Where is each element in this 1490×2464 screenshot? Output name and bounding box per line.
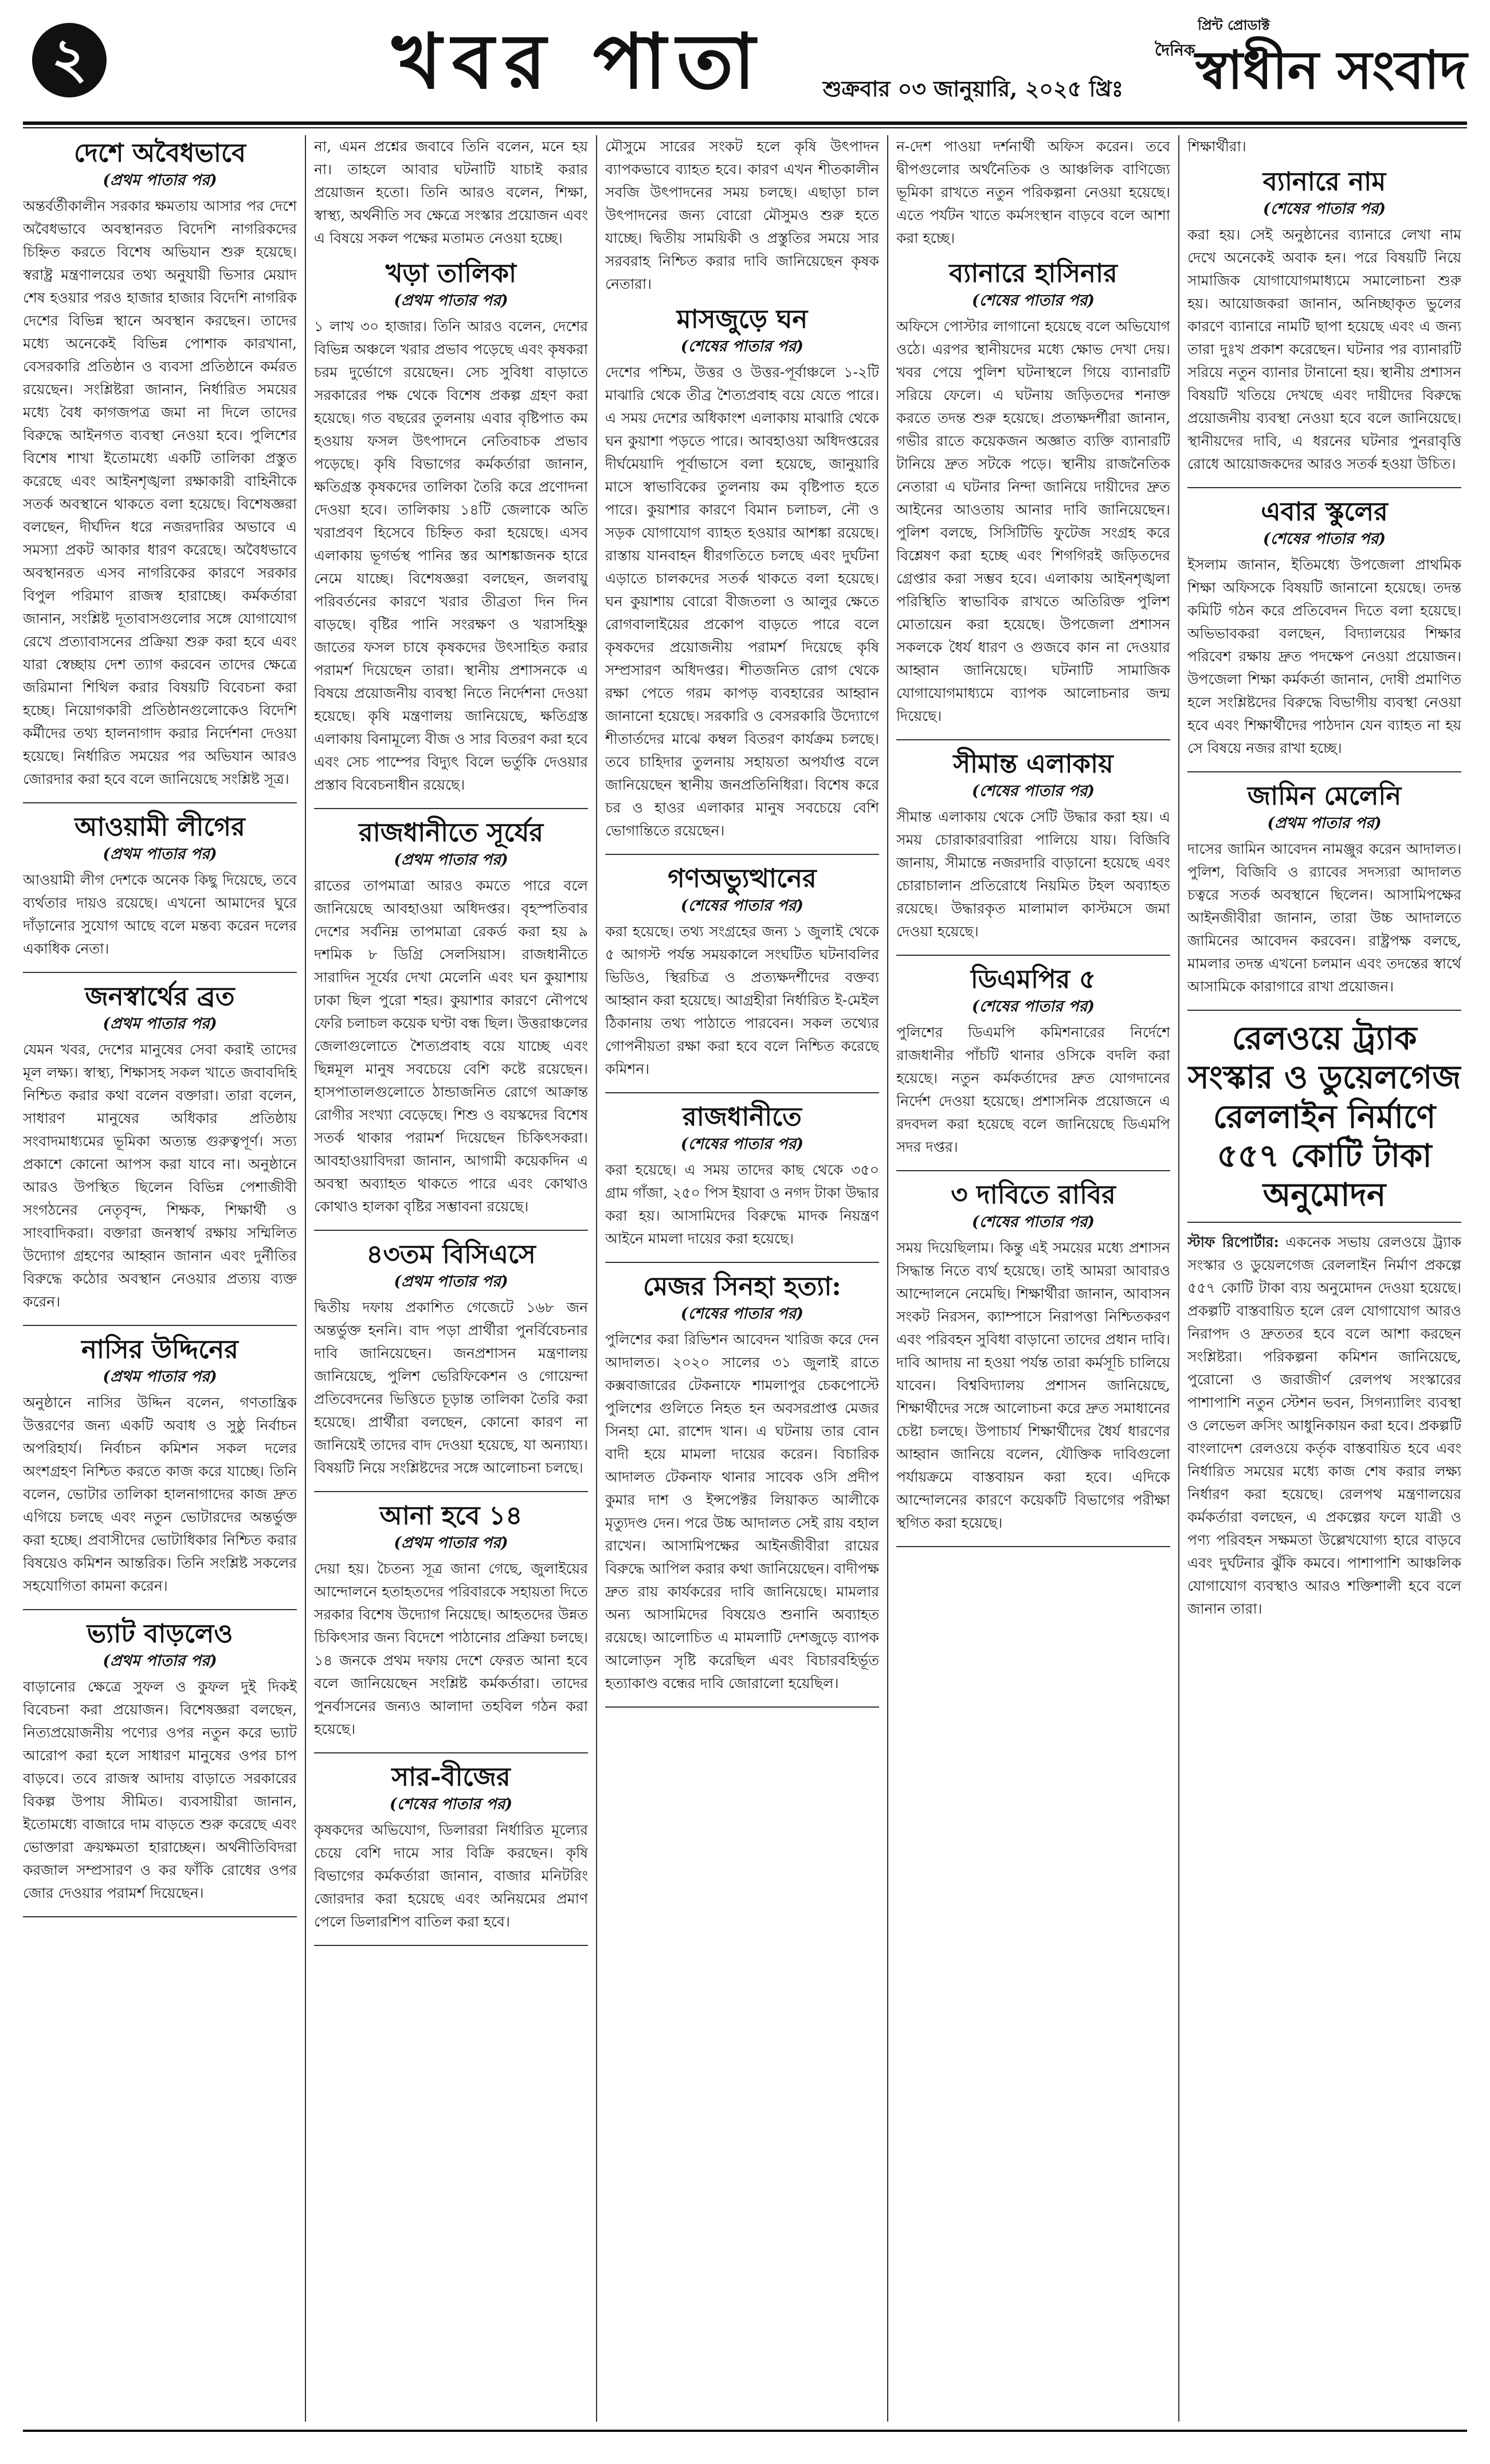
footer-rule <box>23 2430 1467 2432</box>
article-separator <box>23 972 297 973</box>
article-headline: রাজধানীতে <box>683 1101 802 1132</box>
article-body: আওয়ামী লীগ দেশকে অনেক কিছু দিয়েছে, তবে ব্যর্থতার দায়ও রয়েছে। এখনো আমাদের ঘুরে দাঁড়ানোর সুযোগ আছে বলে মন্তব্য করেন দলের একাধিক নেতা। <box>23 871 297 957</box>
paper-daily-label: দৈনিক <box>1155 41 1195 60</box>
continued-text: শিক্ষার্থীরা। <box>1187 138 1246 155</box>
article-headline: এবার স্কুলের <box>1261 496 1388 527</box>
article-body: দেশের পশ্চিম, উত্তর ও উত্তর-পূর্বাঞ্চলে ১-২টি মাঝারি থেকে তীব্র শৈত্যপ্রবাহ বয়ে যেতে পারে। এ সময় দেশের অধিকাংশ এলাকায় মাঝারি থেকে ঘন কুয়াশা পড়তে পারে। আবহাওয়া অধিদপ্তরের দীর্ঘমেয়াদি পূর্বাভাসে বলা হয়েছে, জানুয়ারি মাসে স্বাভাবিকের তুলনায় কম বৃষ্টিপাত হতে পারে। কুয়াশার কারণে বিমান চলাচল, নৌ ও সড়ক যোগাযোগ ব্যাহত হওয়ার আশঙ্কা রয়েছে। রাস্তায় যানবাহন ধীরগতিতে চলছে এবং দুর্ঘটনা এড়াতে চালকদের সতর্ক থাকতে বলা হয়েছে। ঘন কুয়াশায় বোরো বীজতলা ও আলুর ক্ষেতে রোগবালাইয়ের প্রকোপ বাড়তে পারে বলে কৃষকদের প্রয়োজনীয় পরামর্শ দিয়েছে কৃষি সম্প্রসারণ অধিদপ্তর। শীতজনিত রোগ থেকে রক্ষা পেতে গরম কাপড় ব্যবহারের আহ্বান জানানো হয়েছে। সরকারি ও বেসরকারি উদ্যোগে শীতার্তদের মাঝে কম্বল বিতরণ কার্যক্রম চলছে। তবে চাহিদার তুলনায় সহায়তা অপর্যাপ্ত বলে জানিয়েছেন স্থানীয় জনপ্রতিনিধিরা। বিশেষ করে চর ও হাওর এলাকার মানুষ সবচেয়ে বেশি ভোগান্তিতে রয়েছেন। <box>605 363 879 839</box>
jump-line: (প্রথম পাতার পর) <box>103 845 217 863</box>
article-body: পুলিশের ডিএমপি কমিশনারের নির্দেশে রাজধানীর পাঁচটি থানার ওসিকে বদলি করা হয়েছে। নতুন কর্মকর্তাদের দ্রুত যোগদানের নির্দেশ দেওয়া হয়েছে। প্রশাসনিক প্রয়োজনে এ রদবদল করা হয়েছে বলে জানিয়েছে ডিএমপি সদর দপ্তর। <box>896 1023 1170 1155</box>
article-separator <box>896 1546 1170 1547</box>
jump-line: (শেষের পাতার পর) <box>680 1304 804 1323</box>
article-body: করা হয়েছে। তথ্য সংগ্রহের জন্য ১ জুলাই থেকে ৫ আগস্ট পর্যন্ত সময়কালে সংঘটিত ঘটনাবলির ভিডিও, স্থিরচিত্র ও প্রত্যক্ষদর্শীদের বক্তব্য আহ্বান করা হয়েছে। আগ্রহীরা নির্ধারিত ই-মেইল ঠিকানায় তথ্য পাঠাতে পারবেন। সকল তথ্যের গোপনীয়তা রক্ষা করা হবে বলে নিশ্চিত করেছে কমিশন। <box>605 923 879 1077</box>
jump-line: (শেষের পাতার পর) <box>1262 529 1386 548</box>
article-body: করা হয়েছে। এ সময় তাদের কাছ থেকে ৩৫০ গ্রাম গাঁজা, ২৫০ পিস ইয়াবা ও নগদ টাকা উদ্ধার করা হয়। আসামিদের বিরুদ্ধে মাদক নিয়ন্ত্রণ আইনে মামলা দায়ের করা হয়েছে। <box>605 1161 879 1247</box>
column-rule <box>887 135 888 2422</box>
article <box>23 811 297 960</box>
article <box>23 1618 297 1905</box>
article <box>314 817 588 1218</box>
jump-line: (শেষের পাতার পর) <box>680 337 804 355</box>
article-separator <box>314 1752 588 1753</box>
paper-tagline: প্রিন্ট প্রোডাক্ট <box>1198 17 1270 33</box>
column-rule <box>596 135 597 2422</box>
article <box>314 258 588 797</box>
continued-text: মৌসুমে সারের সংকট হলে কৃষি উৎপাদন ব্যাপকভাবে ব্যাহত হবে। কারণ এখন শীতকালীন সবজি উৎপাদনের সময় চলছে। এছাড়া চাল উৎপাদনের জন্য বোরো মৌসুমও শুরু হতে যাচ্ছে। দ্বিতীয় সাময়িকী ও প্রস্তুতির সময়ে সার সরবরাহ নিশ্চিত করার দাবি জানিয়েছেন কৃষক নেতারা। <box>605 138 879 292</box>
newspaper-logo: স্বাধীন সংবাদ <box>1195 39 1467 101</box>
article-separator <box>314 1491 588 1492</box>
article-body: বাড়ানোর ক্ষেত্রে সুফল ও কুফল দুই দিকই বিবেচনা করা প্রয়োজন। বিশেষজ্ঞরা বলছেন, নিত্যপ্রয়োজনীয় পণ্যের ওপর নতুন করে ভ্যাট আরোপ করা হলে সাধারণ মানুষের ওপর চাপ বাড়বে। তবে রাজস্ব আদায় বাড়াতে সরকারের বিকল্প উপায় সীমিত। ব্যবসায়ীরা জানান, ইতোমধ্যে বাজারে দাম বাড়তে শুরু করেছে এবং ভোক্তারা ক্রয়ক্ষমতা হারাচ্ছেন। অর্থনীতিবিদরা করজাল সম্প্রসারণ ও কর ফাঁকি রোধের ওপর জোর দেওয়ার পরামর্শ দিয়েছেন। <box>23 1678 297 1901</box>
article <box>605 304 879 842</box>
article-body: কৃষকদের অভিযোগ, ডিলাররা নির্ধারিত মূল্যের চেয়ে বেশি দামে সার বিক্রি করছেন। কৃষি বিভাগের কর্মকর্তারা জানান, বাজার মনিটরিং জোরদার করা হয়েছে এবং অনিয়মের প্রমাণ পেলে ডিলারশিপ বাতিল করা হবে। <box>314 1821 588 1930</box>
article-headline: ডিএমপির ৫ <box>970 963 1096 994</box>
article-separator <box>314 808 588 809</box>
article-separator <box>1187 1222 1461 1223</box>
continued-text: ন-দেশ পাওয়া দর্শনার্থী অফিস করেন। তবে দ্বীপগুলোর অর্থনৈতিক ও আঞ্চলিক বাণিজ্যে ভূমিকা রাখতে নতুন পরিকল্পনা নেওয়া হয়েছে। এতে পর্যটন খাতে কর্মসংস্থান বাড়বে বলে আশা করা হচ্ছে। <box>896 138 1170 246</box>
article-body: দাসের জামিন আবেদন নামঞ্জুর করেন আদালত। পুলিশ, বিজিবি ও র‍্যাবের সদস্যরা আদালত চত্বরে সতর্ক অবস্থানে ছিলেন। আসামিপক্ষের আইনজীবীরা জানান, তারা উচ্চ আদালতে জামিনের আবেদন করবেন। রাষ্ট্রপক্ষ বলছে, মামলার তদন্ত এখনো চলমান এবং তদন্তের স্বার্থে আসামিকে কারাগারে রাখা প্রয়োজন। <box>1187 840 1461 995</box>
article-headline: মেজর সিনহা হত্যা: <box>643 1270 841 1301</box>
column-5 <box>1187 135 1461 2422</box>
article-headline: দেশে অবৈধভাবে <box>73 138 246 168</box>
article-headline: রাজধানীতে সূর্যের <box>358 817 544 848</box>
article <box>23 1334 297 1598</box>
article-separator <box>23 1325 297 1326</box>
page-number-badge: ২ <box>32 23 107 97</box>
featured-body <box>1187 1231 1461 1621</box>
article <box>23 138 297 791</box>
article-body: যেমন খবর, দেশের মানুষের সেবা করাই তাদের মূল লক্ষ্য। স্বাস্থ্য, শিক্ষাসহ সকল খাতে জবাবদিহি নিশ্চিত করার কথা বলেন বক্তারা। তারা বলেন, সাধারণ মানুষের অধিকার প্রতিষ্ঠায় সংবাদমাধ্যমের ভূমিকা অত্যন্ত গুরুত্বপূর্ণ। সত্য প্রকাশে কোনো আপস করা যাবে না। অনুষ্ঠানে আরও উপস্থিত ছিলেন বিভিন্ন পেশাজীবী সংগঠনের নেতৃবৃন্দ, শিক্ষক, শিক্ষার্থী ও সাংবাদিকরা। বক্তারা জনস্বার্থ রক্ষায় সম্মিলিত উদ্যোগ গ্রহণের আহ্বান জানান এবং দুর্নীতির বিরুদ্ধে কঠোর অবস্থান নেওয়ার প্রত্যয় ব্যক্ত করেন। <box>23 1041 297 1310</box>
article-headline: জামিন মেলেনি <box>1247 780 1402 811</box>
featured-article <box>1187 1019 1461 1621</box>
article-body: দেয়া হয়। চৈতন্য সূত্র জানা গেছে, জুলাইয়ের আন্দোলনে হতাহতদের পরিবারকে সহায়তা দিতে সরকার বিশেষ উদ্যোগ নিয়েছে। আহতদের উন্নত চিকিৎসার জন্য বিদেশে পাঠানোর প্রক্রিয়া চলছে। ১৪ জনকে প্রথম দফায় দেশে ফেরত আনা হবে বলে জানিয়েছেন সংশ্লিষ্ট কর্মকর্তারা। তাদের পুনর্বাসনের জন্যও আলাদা তহবিল গঠন করা হয়েছে। <box>314 1560 588 1737</box>
article-headline: মাসজুড়ে ঘন <box>676 304 808 334</box>
article-separator <box>314 1945 588 1946</box>
article-separator <box>1187 487 1461 488</box>
article-body: পুলিশের করা রিভিশন আবেদন খারিজ করে দেন আদালত। ২০২০ সালের ৩১ জুলাই রাতে কক্সবাজারের টেকনাফে শামলাপুর চেকপোস্টে পুলিশের গুলিতে নিহত হন অবসরপ্রাপ্ত মেজর সিনহা মো. রাশেদ খান। এ ঘটনায় তার বোন বাদী হয়ে মামলা দায়ের করেন। বিচারিক আদালত টেকনাফ থানার সাবেক ওসি প্রদীপ কুমার দাশ ও ইন্সপেক্টর লিয়াকত আলীকে মৃত্যুদণ্ড দেন। পরে উচ্চ আদালত সেই রায় বহাল রাখেন। আসামিপক্ষের আইনজীবীরা রায়ের বিরুদ্ধে আপিল করার কথা জানিয়েছেন। বাদীপক্ষ দ্রুত রায় কার্যকরের দাবি জানিয়েছে। মামলার অন্য আসামিদের বিষয়েও শুনানি অব্যাহত রয়েছে। আলোচিত এ মামলাটি দেশজুড়ে ব্যাপক আলোড়ন সৃষ্টি করেছিল এবং বিচারবহির্ভূত হত্যাকাণ্ড বন্ধের দাবি জোরালো হয়েছিল। <box>605 1331 879 1692</box>
article <box>896 258 1170 728</box>
issue-date: শুক্রবার ০৩ জানুয়ারি, ২০২৫ খ্রিঃ <box>822 76 1123 101</box>
section-title: খবর পাতা <box>392 17 766 106</box>
article-body: করা হয়। সেই অনুষ্ঠানের ব্যানারে লেখা নাম দেখে অনেকেই অবাক হন। পরে বিষয়টি নিয়ে সামাজিক যোগাযোগমাধ্যমে সমালোচনা শুরু হয়। আয়োজকরা জানান, অনিচ্ছাকৃত ভুলের কারণে ব্যানারে নামটি ছাপা হয়েছে এবং এ জন্য তারা দুঃখ প্রকাশ করেছেন। ঘটনার পর ব্যানারটি সরিয়ে নতুন ব্যানার টানানো হয়। স্থানীয় প্রশাসন বিষয়টি খতিয়ে দেখছে এবং দায়ীদের বিরুদ্ধে প্রয়োজনীয় ব্যবস্থা নেওয়া হবে বলে জানিয়েছে। স্থানীয়দের দাবি, এ ধরনের ঘটনার পুনরাবৃত্তি রোধে আয়োজকদের আরও সতর্ক হওয়া উচিত। <box>1187 226 1461 472</box>
column-1 <box>23 135 297 2422</box>
column-rule <box>1178 135 1179 2422</box>
jump-line: (প্রথম পাতার পর) <box>103 1014 217 1033</box>
header-rule-thin <box>23 127 1467 128</box>
column-3 <box>605 135 879 2422</box>
jump-line: (প্রথম পাতার পর) <box>103 1367 217 1386</box>
article-headline: নাসির উদ্দিনের <box>81 1333 238 1364</box>
jump-line: (প্রথম পাতার পর) <box>103 171 217 189</box>
article-separator <box>896 739 1170 740</box>
jump-line: (শেষের পাতার পর) <box>389 1795 513 1813</box>
article <box>896 1179 1170 1535</box>
jump-line: (প্রথম পাতার পর) <box>103 1651 217 1670</box>
column-rule <box>305 135 306 2422</box>
featured-body-text: একনেক সভায় রেলওয়ে ট্র্যাক সংস্কার ও ডুয়েলগেজ রেললাইন নির্মাণ প্রকল্পে ৫৫৭ কোটি টাকা ব্যয় অনুমোদন দেওয়া হয়েছে। প্রকল্পটি বাস্তবায়িত হলে রেল যোগাযোগ আরও নিরাপদ ও দ্রুততর হবে বলে আশা করছেন সংশ্লিষ্টরা। পরিকল্পনা কমিশন জানিয়েছে, পুরোনো ও জরাজীর্ণ রেলপথ সংস্কারের পাশাপাশি নতুন স্টেশন ভবন, সিগন্যালিং ব্যবস্থা ও লেভেল ক্রসিং আধুনিকায়ন করা হবে। প্রকল্পটি বাংলাদেশ রেলওয়ে কর্তৃক বাস্তবায়িত হবে এবং নির্ধারিত সময়ের মধ্যে কাজ শেষ করার লক্ষ্য নির্ধারণ করা হয়েছে। রেলপথ মন্ত্রণালয়ের কর্মকর্তারা বলছেন, এ প্রকল্পের ফলে যাত্রী ও পণ্য পরিবহন সক্ষমতা উল্লেখযোগ্য হারে বাড়বে এবং দুর্ঘটনার ঝুঁকি কমবে। পাশাপাশি আঞ্চলিক যোগাযোগ ব্যবস্থাও আরও শক্তিশালী হবে বলে জানান তারা। <box>1187 1233 1461 1617</box>
article-separator <box>605 1092 879 1093</box>
article <box>896 964 1170 1159</box>
jump-line: (শেষের পাতার পর) <box>680 1135 804 1153</box>
article-headline: ৪৩তম বিসিএসে <box>366 1238 536 1269</box>
article-body: সীমান্ত এলাকায় থেকে সেটি উদ্ধার করা হয়। এ সময় চোরাকারবারিরা পালিয়ে যায়। বিজিবি জানায়, সীমান্তে নজরদারি বাড়ানো হয়েছে এবং চোরাচালান প্রতিরোধে নিয়মিত টহল অব্যাহত রয়েছে। উদ্ধারকৃত মালামাল কাস্টমসে জমা দেওয়া হয়েছে। <box>896 808 1170 940</box>
article <box>605 863 879 1081</box>
article <box>1187 496 1461 760</box>
article <box>1187 166 1461 476</box>
article <box>314 1239 588 1480</box>
article-headline: ৩ দাবিতে রাবির <box>951 1179 1116 1210</box>
article <box>314 1761 588 1933</box>
article-separator <box>605 1262 879 1263</box>
article-headline: ব্যানারে হাসিনার <box>949 258 1118 288</box>
article-separator <box>605 854 879 855</box>
byline: স্টাফ রিপোর্টার: <box>1187 1233 1279 1250</box>
article-body: অফিসে পোস্টার লাগানো হয়েছে বলে অভিযোগ ওঠে। এরপর স্থানীয়দের মধ্যে ক্ষোভ দেখা দেয়। খবর পেয়ে পুলিশ ঘটনাস্থলে গিয়ে ব্যানারটি সরিয়ে ফেলে। এ ঘটনায় জড়িতদের শনাক্ত করতে তদন্ত শুরু হয়েছে। প্রত্যক্ষদর্শীরা জানান, গভীর রাতে কয়েকজন অজ্ঞাত ব্যক্তি ব্যানারটি টানিয়ে দ্রুত সটকে পড়ে। স্থানীয় রাজনৈতিক নেতারা এ ঘটনার নিন্দা জানিয়ে দায়ীদের দ্রুত আইনের আওতায় আনার দাবি জানিয়েছেন। পুলিশ বলছে, সিসিটিভি ফুটেজ সংগ্রহ করে বিশ্লেষণ করা হচ্ছে এবং শিগগিরই জড়িতদের গ্রেপ্তার করা সম্ভব হবে। এলাকায় আইনশৃঙ্খলা পরিস্থিতি স্বাভাবিক রাখতে অতিরিক্ত পুলিশ মোতায়েন করা হয়েছে। উপজেলা প্রশাসন সকলকে ধৈর্য ধারণ ও গুজবে কান না দেওয়ার আহ্বান জানিয়েছে। ঘটনাটি সামাজিক যোগাযোগমাধ্যমে ব্যাপক আলোচনার জন্ম দিয়েছে। <box>896 317 1170 724</box>
article-body: ইসলাম জানান, ইতিমধ্যে উপজেলা প্রাথমিক শিক্ষা অফিসকে বিষয়টি জানানো হয়েছে। তদন্ত কমিটি গঠন করে প্রতিবেদন দিতে বলা হয়েছে। অভিভাবকরা বলছেন, বিদ্যালয়ের শিক্ষার পরিবেশ রক্ষায় দ্রুত পদক্ষেপ নেওয়া প্রয়োজন। উপজেলা শিক্ষা কর্মকর্তা জানান, দোষী প্রমাণিত হলে সংশ্লিষ্টদের বিরুদ্ধে বিভাগীয় ব্যবস্থা নেওয়া হবে এবং শিক্ষার্থীদের পাঠদান যেন ব্যাহত না হয় সে বিষয়ে নজর রাখা হচ্ছে। <box>1187 556 1461 756</box>
jump-line: (প্রথম পাতার পর) <box>394 291 508 309</box>
article-separator <box>23 1609 297 1610</box>
jump-line: (প্রথম পাতার পর) <box>394 850 508 869</box>
article <box>314 1500 588 1741</box>
article-body: রাতের তাপমাত্রা আরও কমতে পারে বলে জানিয়েছে আবহাওয়া অধিদপ্তর। বৃহস্পতিবার দেশের সর্বনিম্ন তাপমাত্রা রেকর্ড করা হয় ৯ দশমিক ৮ ডিগ্রি সেলসিয়াস। রাজধানীতে সারাদিন সূর্যের দেখা মেলেনি এবং ঘন কুয়াশায় ঢাকা ছিল পুরো শহর। কুয়াশার কারণে নৌপথে ফেরি চলাচল কয়েক ঘণ্টা বন্ধ ছিল। উত্তরাঞ্চলের জেলাগুলোতে শৈত্যপ্রবাহ বয়ে যাচ্ছে এবং ছিন্নমূল মানুষ সবচেয়ে বেশি কষ্টে রয়েছেন। হাসপাতালগুলোতে ঠান্ডাজনিত রোগে আক্রান্ত রোগীর সংখ্যা বেড়েছে। শিশু ও বয়স্কদের বিশেষ সতর্ক থাকার পরামর্শ দিয়েছেন চিকিৎসকরা। আবহাওয়াবিদরা জানান, আগামী কয়েকদিন এ অবস্থা অব্যাহত থাকতে পারে এবং কোথাও কোথাও হালকা বৃষ্টির সম্ভাবনা রয়েছে। <box>314 877 588 1215</box>
article-body: সময় দিয়েছিলাম। কিন্তু এই সময়ের মধ্যে প্রশাসন সিদ্ধান্ত নিতে ব্যর্থ হয়েছে। তাই আমরা আবারও আন্দোলনে নেমেছি। শিক্ষার্থীরা জানান, আবাসন সংকট নিরসন, ক্যাম্পাসে নিরাপত্তা নিশ্চিতকরণ এবং পরিবহন সুবিধা বাড়ানো তাদের প্রধান দাবি। দাবি আদায় না হওয়া পর্যন্ত তারা কর্মসূচি চালিয়ে যাবেন। বিশ্ববিদ্যালয় প্রশাসন জানিয়েছে, শিক্ষার্থীদের সঙ্গে আলোচনা করে দ্রুত সমাধানের চেষ্টা চলছে। উপাচার্য শিক্ষার্থীদের ধৈর্য ধারণের আহ্বান জানিয়ে বলেন, যৌক্তিক দাবিগুলো পর্যায়ক্রমে বাস্তবায়ন করা হবে। এদিকে আন্দোলনের কারণে কয়েকটি বিভাগের পরীক্ষা স্থগিত করা হয়েছে। <box>896 1239 1170 1531</box>
continued-text: না, এমন প্রশ্নের জবাবে তিনি বলেন, মনে হয় না। তাহলে আবার ঘটনাটি যাচাই করার প্রয়োজন হতো। তিনি আরও বলেন, শিক্ষা, স্বাস্থ্য, অর্থনীতি সব ক্ষেত্রে সংস্কার প্রয়োজন এবং এ বিষয়ে সকল পক্ষের মতামত নেওয়া হচ্ছে। <box>314 138 588 246</box>
jump-line: (প্রথম পাতার পর) <box>394 1272 508 1290</box>
article-separator <box>23 1916 297 1917</box>
header-rule <box>23 121 1467 125</box>
jump-line: (প্রথম পাতার পর) <box>1267 814 1382 832</box>
article-body: অনুষ্ঠানে নাসির উদ্দিন বলেন, গণতান্ত্রিক উত্তরণের জন্য একটি অবাধ ও সুষ্ঠু নির্বাচন অপরিহার্য। নির্বাচন কমিশন সকল দলের অংশগ্রহণ নিশ্চিত করতে কাজ করে যাচ্ছে। তিনি বলেন, ভোটার তালিকা হালনাগাদের কাজ দ্রুত এগিয়ে চলছে এবং নতুন ভোটারদের অন্তর্ভুক্ত করা হচ্ছে। প্রবাসীদের ভোটাধিকার নিশ্চিত করার বিষয়েও কমিশন আন্তরিক। তিনি সংশ্লিষ্ট সকলের সহযোগিতা কামনা করেন। <box>23 1394 297 1594</box>
article-body: ১ লাখ ৩০ হাজার। তিনি আরও বলেন, দেশের বিভিন্ন অঞ্চলে খরার প্রভাব পড়েছে এবং কৃষকরা চরম দুর্ভোগে রয়েছেন। সেচ সুবিধা বাড়াতে সরকারের পক্ষ থেকে বিশেষ প্রকল্প গ্রহণ করা হয়েছে। গত বছরের তুলনায় এবার বৃষ্টিপাত কম হওয়ায় ফসল উৎপাদনে নেতিবাচক প্রভাব পড়েছে। কৃষি বিভাগের কর্মকর্তারা জানান, ক্ষতিগ্রস্ত কৃষকদের তালিকা তৈরি করে প্রণোদনা দেওয়া হবে। তালিকায় ১৪টি জেলাকে অতি খরাপ্রবণ হিসেবে চিহ্নিত করা হয়েছে। এসব এলাকায় ভূগর্ভস্থ পানির স্তর আশঙ্কাজনক হারে নেমে যাচ্ছে। বিশেষজ্ঞরা বলছেন, জলবায়ু পরিবর্তনের কারণে খরার তীব্রতা দিন দিন বাড়ছে। বৃষ্টির পানি সংরক্ষণ ও খরাসহিষ্ণু জাতের ফসল চাষে কৃষকদের উৎসাহিত করার পরামর্শ দিয়েছেন তারা। স্থানীয় প্রশাসনকে এ বিষয়ে প্রয়োজনীয় ব্যবস্থা নিতে নির্দেশনা দেওয়া হয়েছে। কৃষি মন্ত্রণালয় জানিয়েছে, ক্ষতিগ্রস্ত এলাকায় বিনামূল্যে বীজ ও সার বিতরণ করা হবে এবং সেচ পাম্পের বিদ্যুৎ বিলে ভর্তুকি দেওয়ার প্রস্তাব বিবেচনাধীন রয়েছে। <box>314 317 588 793</box>
masthead <box>23 13 1467 115</box>
jump-line: (শেষের পাতার পর) <box>971 782 1095 800</box>
featured-headline: রেলওয়ে ট্র্যাক সংস্কার ও ডুয়েলগেজ রেললাইন নির্মাণে ৫৫৭ কোটি টাকা অনুমোদন <box>1187 1019 1461 1214</box>
jump-line: (শেষের পাতার পর) <box>680 896 804 915</box>
article-headline: সার-বীজের <box>391 1761 511 1792</box>
article-separator <box>896 955 1170 956</box>
jump-line: (শেষের পাতার পর) <box>971 1213 1095 1231</box>
jump-line: (প্রথম পাতার পর) <box>394 1533 508 1552</box>
article-headline: ভ্যাট বাড়লেও <box>87 1618 233 1649</box>
column-2 <box>314 135 588 2422</box>
jump-line: (শেষের পাতার পর) <box>971 291 1095 309</box>
article-headline: আওয়ামী লীগের <box>74 811 245 842</box>
article-separator <box>314 1230 588 1231</box>
article-body: অন্তর্বর্তীকালীন সরকার ক্ষমতায় আসার পর দেশে অবৈধভাবে অবস্থানরত বিদেশি নাগরিকদের চিহ্নিত করতে বিশেষ অভিযান শুরু হয়েছে। স্বরাষ্ট্র মন্ত্রণালয়ের তথ্য অনুযায়ী ভিসার মেয়াদ শেষ হওয়ার পরও হাজার হাজার বিদেশি নাগরিক দেশের বিভিন্ন স্থানে অবস্থান করছেন। তাদের মধ্যে অনেকেই বিভিন্ন পোশাক কারখানা, বেসরকারি প্রতিষ্ঠান ও ব্যবসা প্রতিষ্ঠানে কর্মরত রয়েছেন। সংশ্লিষ্টরা জানান, নির্ধারিত সময়ের মধ্যে বৈধ কাগজপত্র জমা না দিলে তাদের বিরুদ্ধে আইনগত ব্যবস্থা নেওয়া হবে। পুলিশের বিশেষ শাখা ইতোমধ্যে একটি তালিকা প্রস্তুত করেছে এবং আইনশৃঙ্খলা রক্ষাকারী বাহিনীকে সতর্ক অবস্থানে থাকতে বলা হয়েছে। বিশেষজ্ঞরা বলছেন, দীর্ঘদিন ধরে নজরদারির অভাবে এ সমস্যা প্রকট আকার ধারণ করেছে। অবৈধভাবে অবস্থানরত এসব নাগরিকের কারণে সরকার বিপুল পরিমাণ রাজস্ব হারাচ্ছে। কর্মকর্তারা জানান, সংশ্লিষ্ট দূতাবাসগুলোর সঙ্গে যোগাযোগ রেখে প্রত্যাবাসনের প্রক্রিয়া শুরু করা হবে এবং যারা স্বেচ্ছায় দেশ ত্যাগ করবেন তাদের ক্ষেত্রে জরিমানা শিথিল করার বিষয়টি বিবেচনা করা হচ্ছে। নিয়োগকারী প্রতিষ্ঠানগুলোকেও বিদেশি কর্মীদের তথ্য হালনাগাদ করার নির্দেশনা দেওয়া হয়েছে। নির্ধারিত সময়ের পর অভিযান আরও জোরদার করা হবে বলে জানিয়েছে সংশ্লিষ্ট সূত্র। <box>23 197 297 787</box>
article-separator <box>605 1706 879 1708</box>
article-headline: খড়া তালিকা <box>385 258 517 288</box>
article-headline: ব্যানারে নাম <box>1262 166 1386 197</box>
article-headline: জনস্বার্থের ব্রত <box>85 980 235 1011</box>
jump-line: (শেষের পাতার পর) <box>971 997 1095 1015</box>
article-headline: আনা হবে ১৪ <box>379 1500 523 1531</box>
article <box>1187 780 1461 998</box>
article-separator <box>23 802 297 803</box>
article-separator <box>1187 1010 1461 1011</box>
article <box>605 1271 879 1695</box>
article-headline: সীমান্ত এলাকায় <box>953 748 1113 779</box>
article-separator <box>1187 771 1461 772</box>
article-body: দ্বিতীয় দফায় প্রকাশিত গেজেটে ১৬৮ জন অন্তর্ভুক্ত হননি। বাদ পড়া প্রার্থীরা পুনর্বিবেচনার দাবি জানিয়েছেন। জনপ্রশাসন মন্ত্রণালয় জানিয়েছে, পুলিশ ভেরিফিকেশন ও গোয়েন্দা প্রতিবেদনের ভিত্তিতে চূড়ান্ত তালিকা তৈরি করা হয়েছে। প্রার্থীরা বলছেন, কোনো কারণ না জানিয়েই তাদের বাদ দেওয়া হয়েছে, যা অন্যায্য। বিষয়টি নিয়ে সংশ্লিষ্টদের সঙ্গে আলোচনা চলছে। <box>314 1298 588 1476</box>
article <box>896 748 1170 943</box>
article <box>23 981 297 1313</box>
article-separator <box>896 1170 1170 1171</box>
article-headline: গণঅভ্যুত্থানের <box>668 862 817 893</box>
jump-line: (শেষের পাতার পর) <box>1262 199 1386 218</box>
column-4 <box>896 135 1170 2422</box>
article <box>605 1101 879 1250</box>
